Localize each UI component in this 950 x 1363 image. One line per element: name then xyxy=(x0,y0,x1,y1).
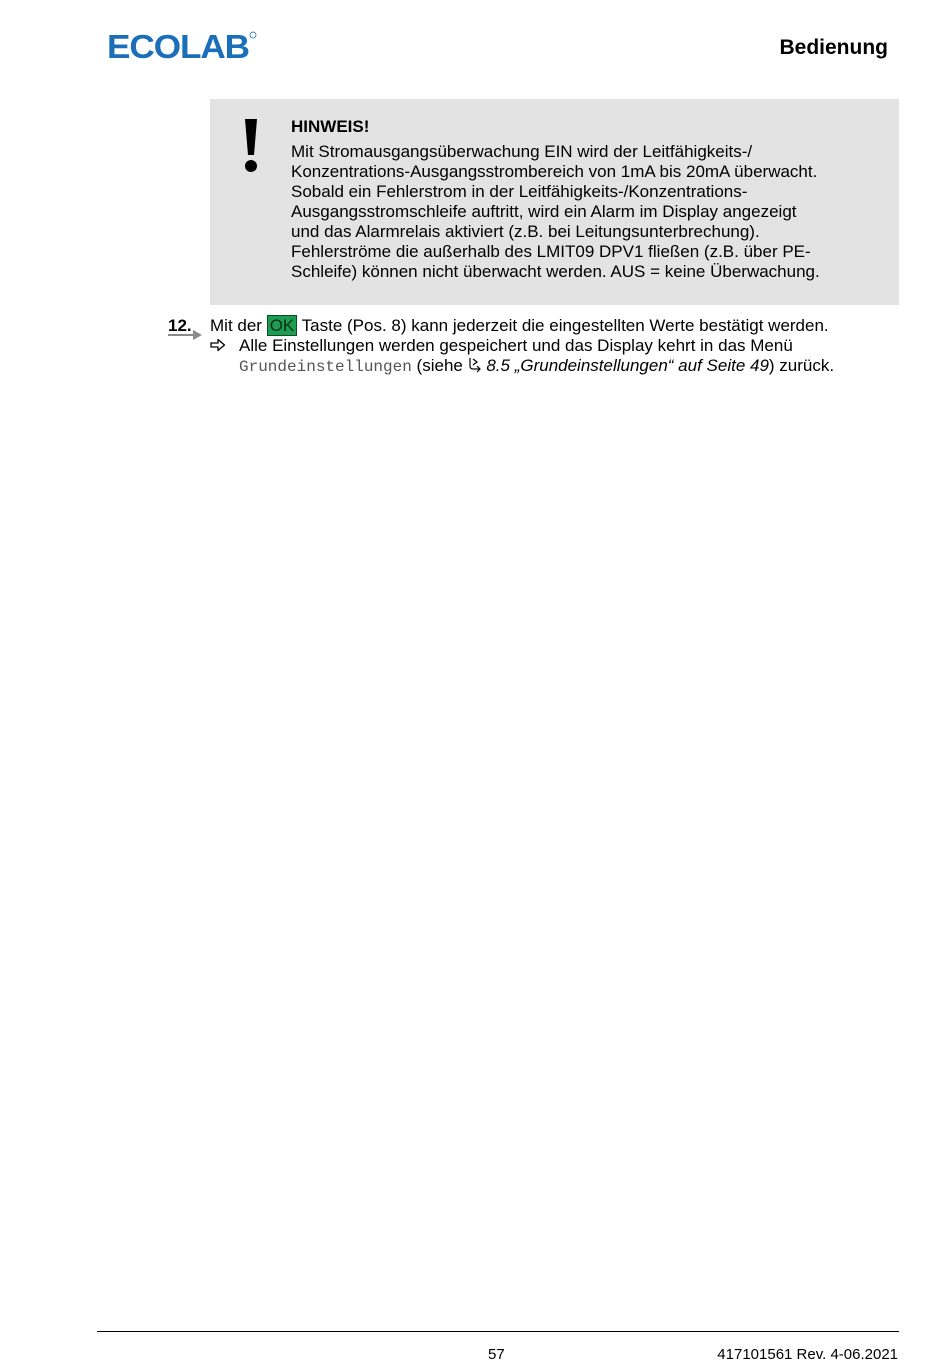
step-arrow-icon xyxy=(168,327,204,341)
result-text xyxy=(239,336,834,377)
see-text: (siehe xyxy=(411,356,468,375)
step-text xyxy=(210,316,829,336)
step-text-after: Taste (Pos. 8) kann jederzeit die eingestellten Werte bestätigt werden. xyxy=(297,316,829,335)
end-text: ) zurück. xyxy=(768,356,835,375)
result-arrow-icon xyxy=(210,338,226,352)
menu-name: Grundeinstellungen xyxy=(239,358,412,376)
ref-number: 8.5 xyxy=(486,356,510,375)
svg-text:ECOLAB: ECOLAB xyxy=(107,30,250,62)
notice-line: Schleife) können nicht überwacht werden. AUS = keine Überwachung. xyxy=(291,262,820,281)
notice-box xyxy=(210,99,899,305)
notice-line: und das Alarmrelais aktiviert (z.B. bei Leitungsunterbrechung). xyxy=(291,222,760,241)
notice-line: Fehlerströme die außerhalb des LMIT09 DPV1 fließen (z.B. über PE- xyxy=(291,242,811,261)
exclamation-icon xyxy=(238,115,264,175)
notice-line: Mit Stromausgangsüberwachung EIN wird der Leitfähigkeits-/ xyxy=(291,142,753,161)
notice-line: Konzentrations-Ausgangsstrombereich von 1mA bis 20mA überwacht. xyxy=(291,162,818,181)
notice-title: HINWEIS! xyxy=(291,117,370,136)
result-line-1: Alle Einstellungen werden gespeichert und das Display kehrt in das Menü xyxy=(239,336,793,355)
result-line-2 xyxy=(239,356,834,377)
document-id: 417101561 Rev. 4-06.2021 xyxy=(717,1346,898,1363)
footer-divider xyxy=(97,1331,899,1332)
cross-reference-icon xyxy=(468,357,482,373)
notice-line: Ausgangsstromschleife auftritt, wird ein Alarm im Display angezeigt xyxy=(291,202,797,221)
notice-line: Sobald ein Fehlerstrom in der Leitfähigkeits-/Konzentrations- xyxy=(291,182,748,201)
notice-body xyxy=(291,142,891,282)
step-text-before: Mit der xyxy=(210,316,267,335)
cross-reference-link[interactable] xyxy=(486,356,769,375)
ok-key-label: OK xyxy=(267,315,298,336)
step-number: 12. xyxy=(168,316,192,335)
page-number: 57 xyxy=(488,1346,505,1363)
ecolab-logo-graphic xyxy=(107,30,257,62)
section-title: Bedienung xyxy=(779,36,888,59)
ref-title: „Grundeinstellungen“ auf Seite 49 xyxy=(514,356,769,375)
ecolab-logo xyxy=(107,30,257,62)
